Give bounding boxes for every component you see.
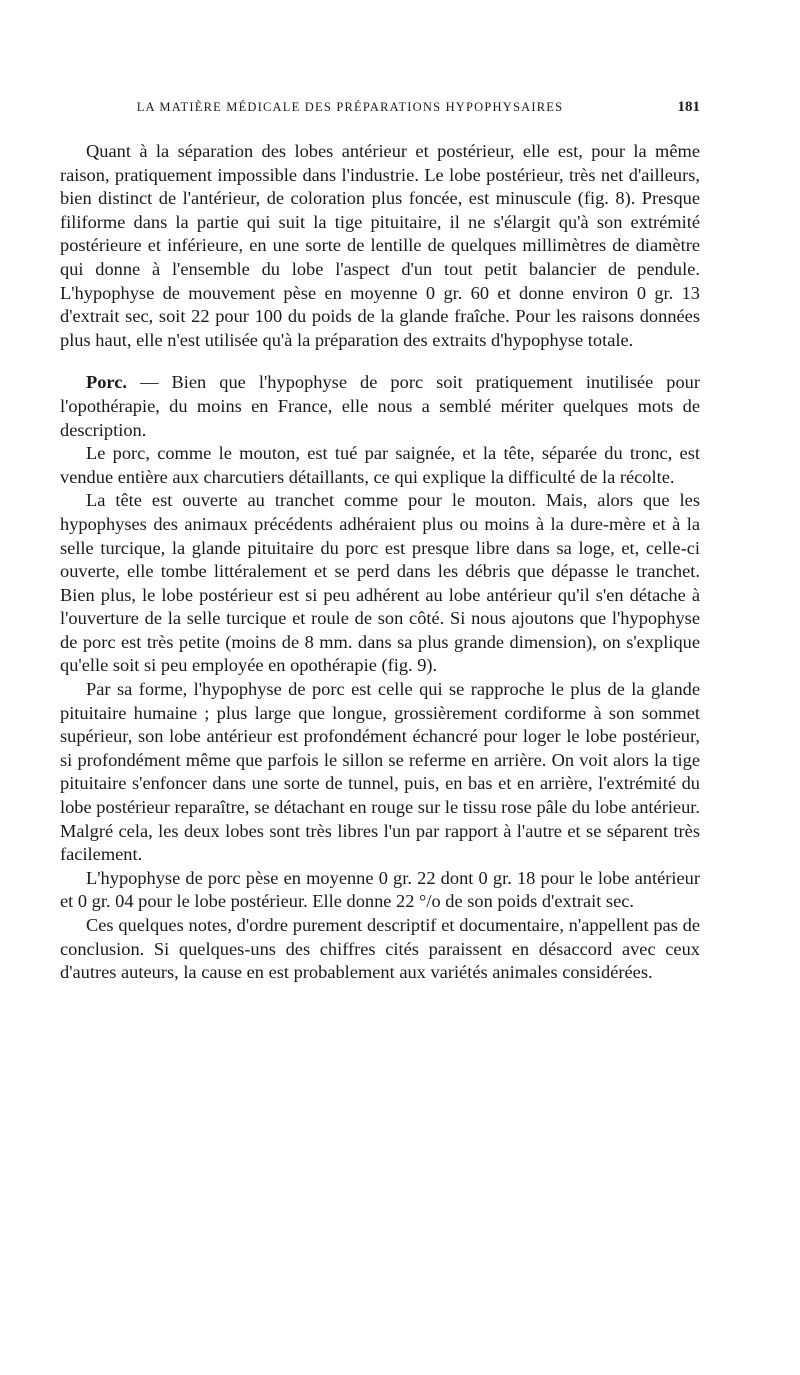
paragraph-text: Quant à la séparation des lobes antérieur et postérieur, elle est, pour la même raison, pratiquement impossible dans l'industrie. Le lobe postérieur, très net d'ailleurs, bien distinct de l'antérieur, de coloration plus foncée, est minuscule (fig. 8). Presque filiforme dans la partie qui suit la tige pituitaire, il ne s'élargit qu'à son extrémité postérieure et inférieure, en une sorte de lentille de quelques millimètres de diamètre qui donne à l'ensemble du lobe l'aspect d'un tout petit balancier de pendule. L'hypophyse de mouvement pèse en moyenne 0 gr. 60 et donne environ 0 gr. 13 d'extrait sec, soit 22 pour 100 du poids de la glande fraîche. Pour les raisons données plus haut, elle n'est utilisée qu'à la préparation des extraits d'hypophyse totale. <box>60 141 700 350</box>
page-number: 181 <box>677 99 700 115</box>
running-header <box>60 100 700 122</box>
paragraph-text: Par sa forme, l'hypophyse de porc est celle qui se rapproche le plus de la glande pituitaire humaine ; plus large que longue, grossièrement cordiforme à son sommet supérieur, son lobe antérieur est profondément échancré pour loger le lobe postérieur, si profondément même que parfois le sillon se referme en arrière. On voit alors la tige pituitaire s'enfoncer dans une sorte de tunnel, puis, en bas et en arrière, l'extrémité du lobe postérieur reparaître, se détachant en rouge sur le tissu rose pâle du lobe antérieur. Malgré cela, les deux lobes sont très libres l'un par rapport à l'autre et se séparent très facilement. <box>60 679 700 865</box>
book-page <box>60 100 700 985</box>
paragraph-lobes-separation <box>60 140 700 352</box>
paragraph-porc-abattage <box>60 442 700 489</box>
section-lead-porc: Porc. <box>86 372 128 393</box>
body-text <box>60 140 700 985</box>
paragraph-text: — Bien que l'hypophyse de porc soit pratiquement inutilisée pour l'opothérapie, du moins en France, elle nous a semblé mériter quelques mots de description. <box>60 372 700 440</box>
paragraph-text: Le porc, comme le mouton, est tué par saignée, et la tête, séparée du tronc, est vendue entière aux charcutiers détaillants, ce qui explique la difficulté de la récolte. <box>60 443 700 487</box>
paragraph-text: La tête est ouverte au tranchet comme pour le mouton. Mais, alors que les hypophyses des animaux précédents adhéraient plus ou moins à la dure-mère et à la selle turcique, la glande pituitaire du porc est presque libre dans sa loge, et, celle-ci ouverte, elle tombe littéralement et se perd dans les débris que dépasse le tranchet. Bien plus, le lobe postérieur est si peu adhérent au lobe antérieur qu'il s'en détache à l'ouverture de la selle turcique et roule de son côté. Si nous ajoutons que l'hypophyse de porc est très petite (moins de 8 mm. dans sa plus grande dimension), on s'explique qu'elle soit si peu employée en opothérapie (fig. 9). <box>60 490 700 676</box>
paragraph-text: L'hypophyse de porc pèse en moyenne 0 gr. 22 dont 0 gr. 18 pour le lobe antérieur et 0 gr. 04 pour le lobe postérieur. Elle donne 22 °/o de son poids d'extrait sec. <box>60 867 700 912</box>
paragraph-porc-forme <box>60 678 700 867</box>
paragraph-porc-poids <box>60 867 700 914</box>
paragraph-conclusion <box>60 914 700 985</box>
paragraph-porc-recolte <box>60 489 700 678</box>
paragraph-porc-intro <box>60 371 700 442</box>
running-title: LA MATIÈRE MÉDICALE DES PRÉPARATIONS HYPOPHYSAIRES <box>136 100 564 114</box>
paragraph-text: Ces quelques notes, d'ordre purement descriptif et documentaire, n'appellent pas de conclusion. Si quelques-uns des chiffres cités paraissent en désaccord avec ceux d'autres auteurs, la cause en est probablement aux variétés animales considérées. <box>60 915 700 983</box>
